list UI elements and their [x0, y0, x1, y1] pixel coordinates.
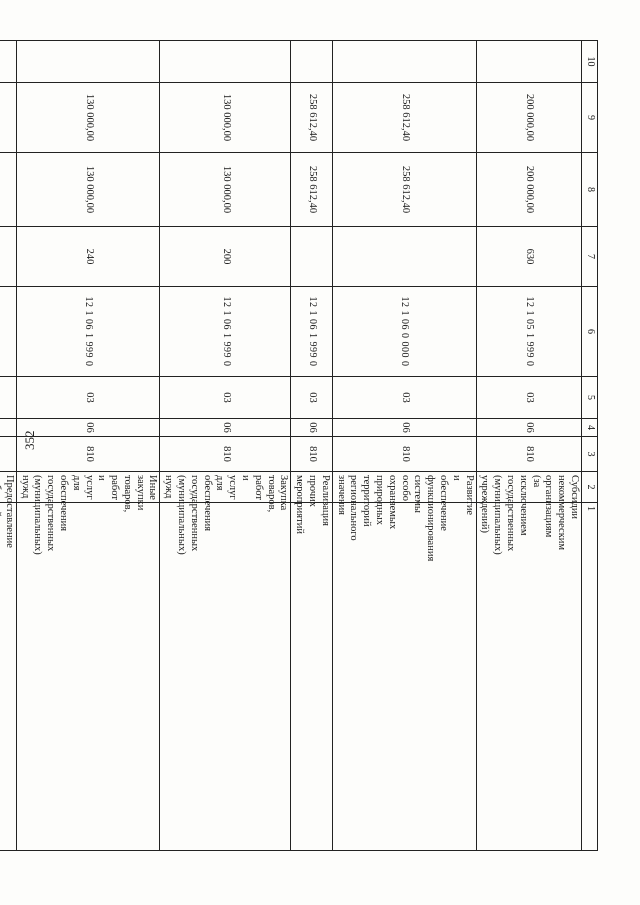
value-col10: [476, 41, 581, 83]
table-body: [0, 41, 582, 851]
value-col9: 258 612,40: [291, 83, 332, 153]
target-article-code: 12 1 06 0 000 0: [332, 287, 476, 377]
column-header: 5: [582, 377, 598, 419]
row-name: Закупка товаров, работ и услуг для обеспечения государственных (муниципальных) нужд: [160, 472, 291, 503]
page-number: 352: [22, 430, 37, 450]
target-article-code: [0, 287, 16, 377]
value-col10: [332, 41, 476, 83]
expense-type-code: 630: [476, 227, 581, 287]
value-col9: [0, 83, 16, 153]
expense-type-code: [0, 227, 16, 287]
column-header: 10: [582, 41, 598, 83]
subsection-code: 03: [16, 377, 160, 419]
row-number-cell: [0, 503, 16, 851]
row-name: Предоставление: [0, 472, 16, 503]
target-article-code: 12 1 06 1 999 0: [291, 287, 332, 377]
row-name: Субсидии некоммерческим организациям (за исключением государственных (муниципальных) учреждений): [476, 472, 581, 503]
value-col8: 258 612,40: [332, 153, 476, 227]
target-article-code: 12 1 06 1 999 0: [16, 287, 160, 377]
table-row: [332, 41, 476, 851]
value-col9: 130 000,00: [16, 83, 160, 153]
section-code: 06: [476, 419, 581, 437]
ministry-code: 810: [476, 437, 581, 472]
table-row: [0, 41, 16, 851]
value-col9: 200 000,00: [476, 83, 581, 153]
expense-type-code: 200: [160, 227, 291, 287]
ministry-code: 810: [332, 437, 476, 472]
table-row: [291, 41, 332, 851]
value-col10: [160, 41, 291, 83]
value-col10: [291, 41, 332, 83]
row-name: Развитие и обеспечение функционирования системы особо охраняемых природных территорий регионального значения: [332, 472, 476, 503]
column-header: 7: [582, 227, 598, 287]
value-col8: 200 000,00: [476, 153, 581, 227]
table-row: [16, 41, 160, 851]
value-col8: 258 612,40: [291, 153, 332, 227]
row-name: Реализация прочих мероприятий: [291, 472, 332, 503]
row-name: Иные закупки товаров, работ и услуг для обеспечения государственных (муниципальных) нужд: [16, 472, 160, 503]
column-header: 4: [582, 419, 598, 437]
section-code: 06: [332, 419, 476, 437]
ministry-code: 810: [291, 437, 332, 472]
value-col8: 130 000,00: [160, 153, 291, 227]
section-code: [0, 419, 16, 437]
column-header: 1: [582, 503, 598, 851]
value-col9: 258 612,40: [332, 83, 476, 153]
subsection-code: 03: [332, 377, 476, 419]
expense-type-code: [332, 227, 476, 287]
column-header-row: [582, 41, 598, 851]
value-col10: [0, 41, 16, 83]
ministry-code: 810: [16, 437, 160, 472]
row-number-cell: [291, 503, 332, 851]
section-code: 06: [291, 419, 332, 437]
column-header: 3: [582, 437, 598, 472]
target-article-code: 12 1 05 1 999 0: [476, 287, 581, 377]
column-header: 8: [582, 153, 598, 227]
expense-type-code: [291, 227, 332, 287]
value-col8: 130 000,00: [16, 153, 160, 227]
subsection-code: 03: [291, 377, 332, 419]
value-col9: 130 000,00: [160, 83, 291, 153]
section-code: 06: [160, 419, 291, 437]
target-article-code: 12 1 06 1 999 0: [160, 287, 291, 377]
row-number-cell: [332, 503, 476, 851]
expense-type-code: 240: [16, 227, 160, 287]
budget-table: [0, 40, 598, 851]
table-row: [160, 41, 291, 851]
value-col8: [0, 153, 16, 227]
subsection-code: [0, 377, 16, 419]
ministry-code: [0, 437, 16, 472]
ministry-code: 810: [160, 437, 291, 472]
column-header: 2: [582, 472, 598, 503]
column-header: 6: [582, 287, 598, 377]
subsection-code: 03: [476, 377, 581, 419]
section-code: 06: [16, 419, 160, 437]
table-row: [476, 41, 581, 851]
value-col10: [16, 41, 160, 83]
column-header: 9: [582, 83, 598, 153]
subsection-code: 03: [160, 377, 291, 419]
